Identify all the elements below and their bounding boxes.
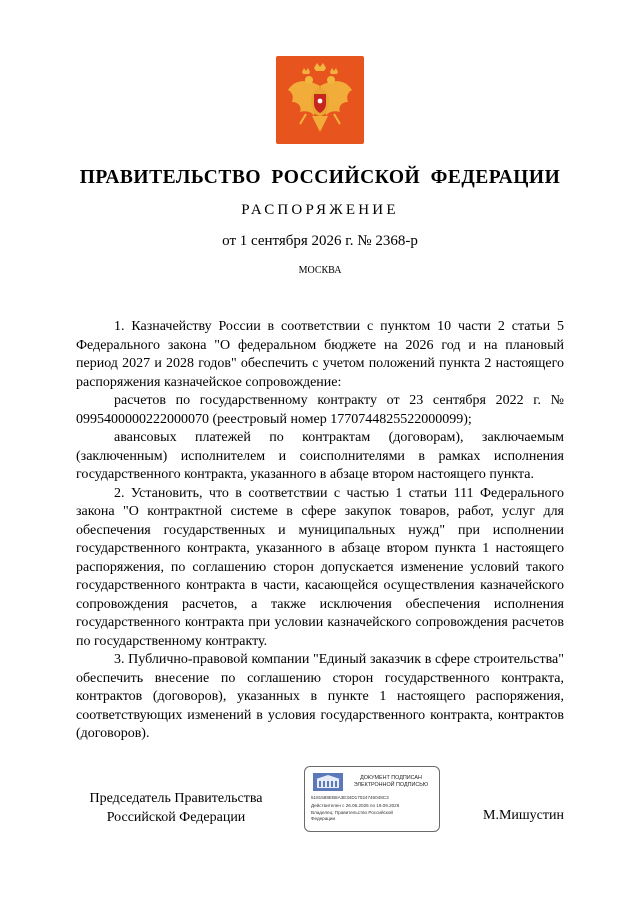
- paragraph-3: авансовых платежей по контрактам (договорам), заключаемым (заключенным) исполнителем и соисполнителями в рамках исполнения государственного контракта, указанного в абзаце втором настоящего пункта.: [76, 430, 564, 482]
- signatory-position: [76, 790, 276, 827]
- document-body: [76, 318, 564, 744]
- document-type: РАСПОРЯЖЕНИЕ: [241, 202, 399, 218]
- stamp-heading: [347, 775, 435, 789]
- signatory-position-line2: Российской Федерации: [106, 809, 246, 825]
- coat-of-arms-icon: [276, 56, 364, 144]
- electronic-signature-stamp: [304, 766, 440, 832]
- document-date-number: от 1 сентября 2026 г. № 2368-р: [222, 233, 418, 249]
- building-icon: [313, 773, 343, 791]
- document-title: ПРАВИТЕЛЬСТВО РОССИЙСКОЙ ФЕДЕРАЦИИ: [79, 167, 561, 188]
- stamp-validity: Действителен с 26.06.2025 по 19.09.2026: [311, 803, 400, 808]
- signatory-name: М.Мишустин: [483, 808, 564, 823]
- stamp-heading-line1: ДОКУМЕНТ ПОДПИСАН: [360, 775, 422, 781]
- paragraph-1: 1. Казначейству России в соответствии с пунктом 10 части 2 статьи 5 Федерального закона "О федеральном бюджете на 2026 год и на плановый период 2027 и 2028 годов" обеспечить с учетом положений пункта 2 настоящего распоряжения казначейское сопровождение:: [76, 319, 564, 390]
- paragraph-5: 3. Публично-правовой компании "Единый заказчик в сфере строительства" обеспечить внесение по соглашению сторон государственного контракта, контрактов (договоров), указанных в пункте 1 настоящего распоряжения, соответствующих изменений в условия государственного контракта, контрактов (договоров).: [76, 652, 564, 741]
- document-city: МОСКВА: [298, 265, 342, 276]
- paragraph-4: 2. Установить, что в соответствии с частью 1 статьи 111 Федерального закона "О контрактной системе в сфере закупок товаров, работ, услуг для обеспечения государственных и муниципальных нужд" при исполнении государственного контракта, указанного в абзаце втором пункта 1 настоящего распоряжения, по соглашению сторон допускается изменение условий такого государственного контракта в части, касающейся осуществления казначейского сопровождения расчетов, а также исключения обеспечения исполнения государственного контракта при условии казначейского сопровождения расчетов по государственному контракту.: [76, 485, 564, 649]
- paragraph-2: расчетов по государственному контракту от 23 сентября 2022 г. № 0995400000222000070 (реестровый номер 1770744825522000099);: [76, 393, 564, 427]
- signatory-position-line1: Председатель Правительства: [89, 791, 263, 806]
- stamp-heading-line2: ЭЛЕКТРОННОЙ ПОДПИСЬЮ: [353, 782, 429, 788]
- stamp-serial: 5181588EB8A3E34D17024746048C3: [311, 795, 389, 800]
- stamp-owner-line1: Владелец: Правительство Российской: [311, 810, 393, 815]
- stamp-owner-line2: Федерации: [311, 816, 336, 821]
